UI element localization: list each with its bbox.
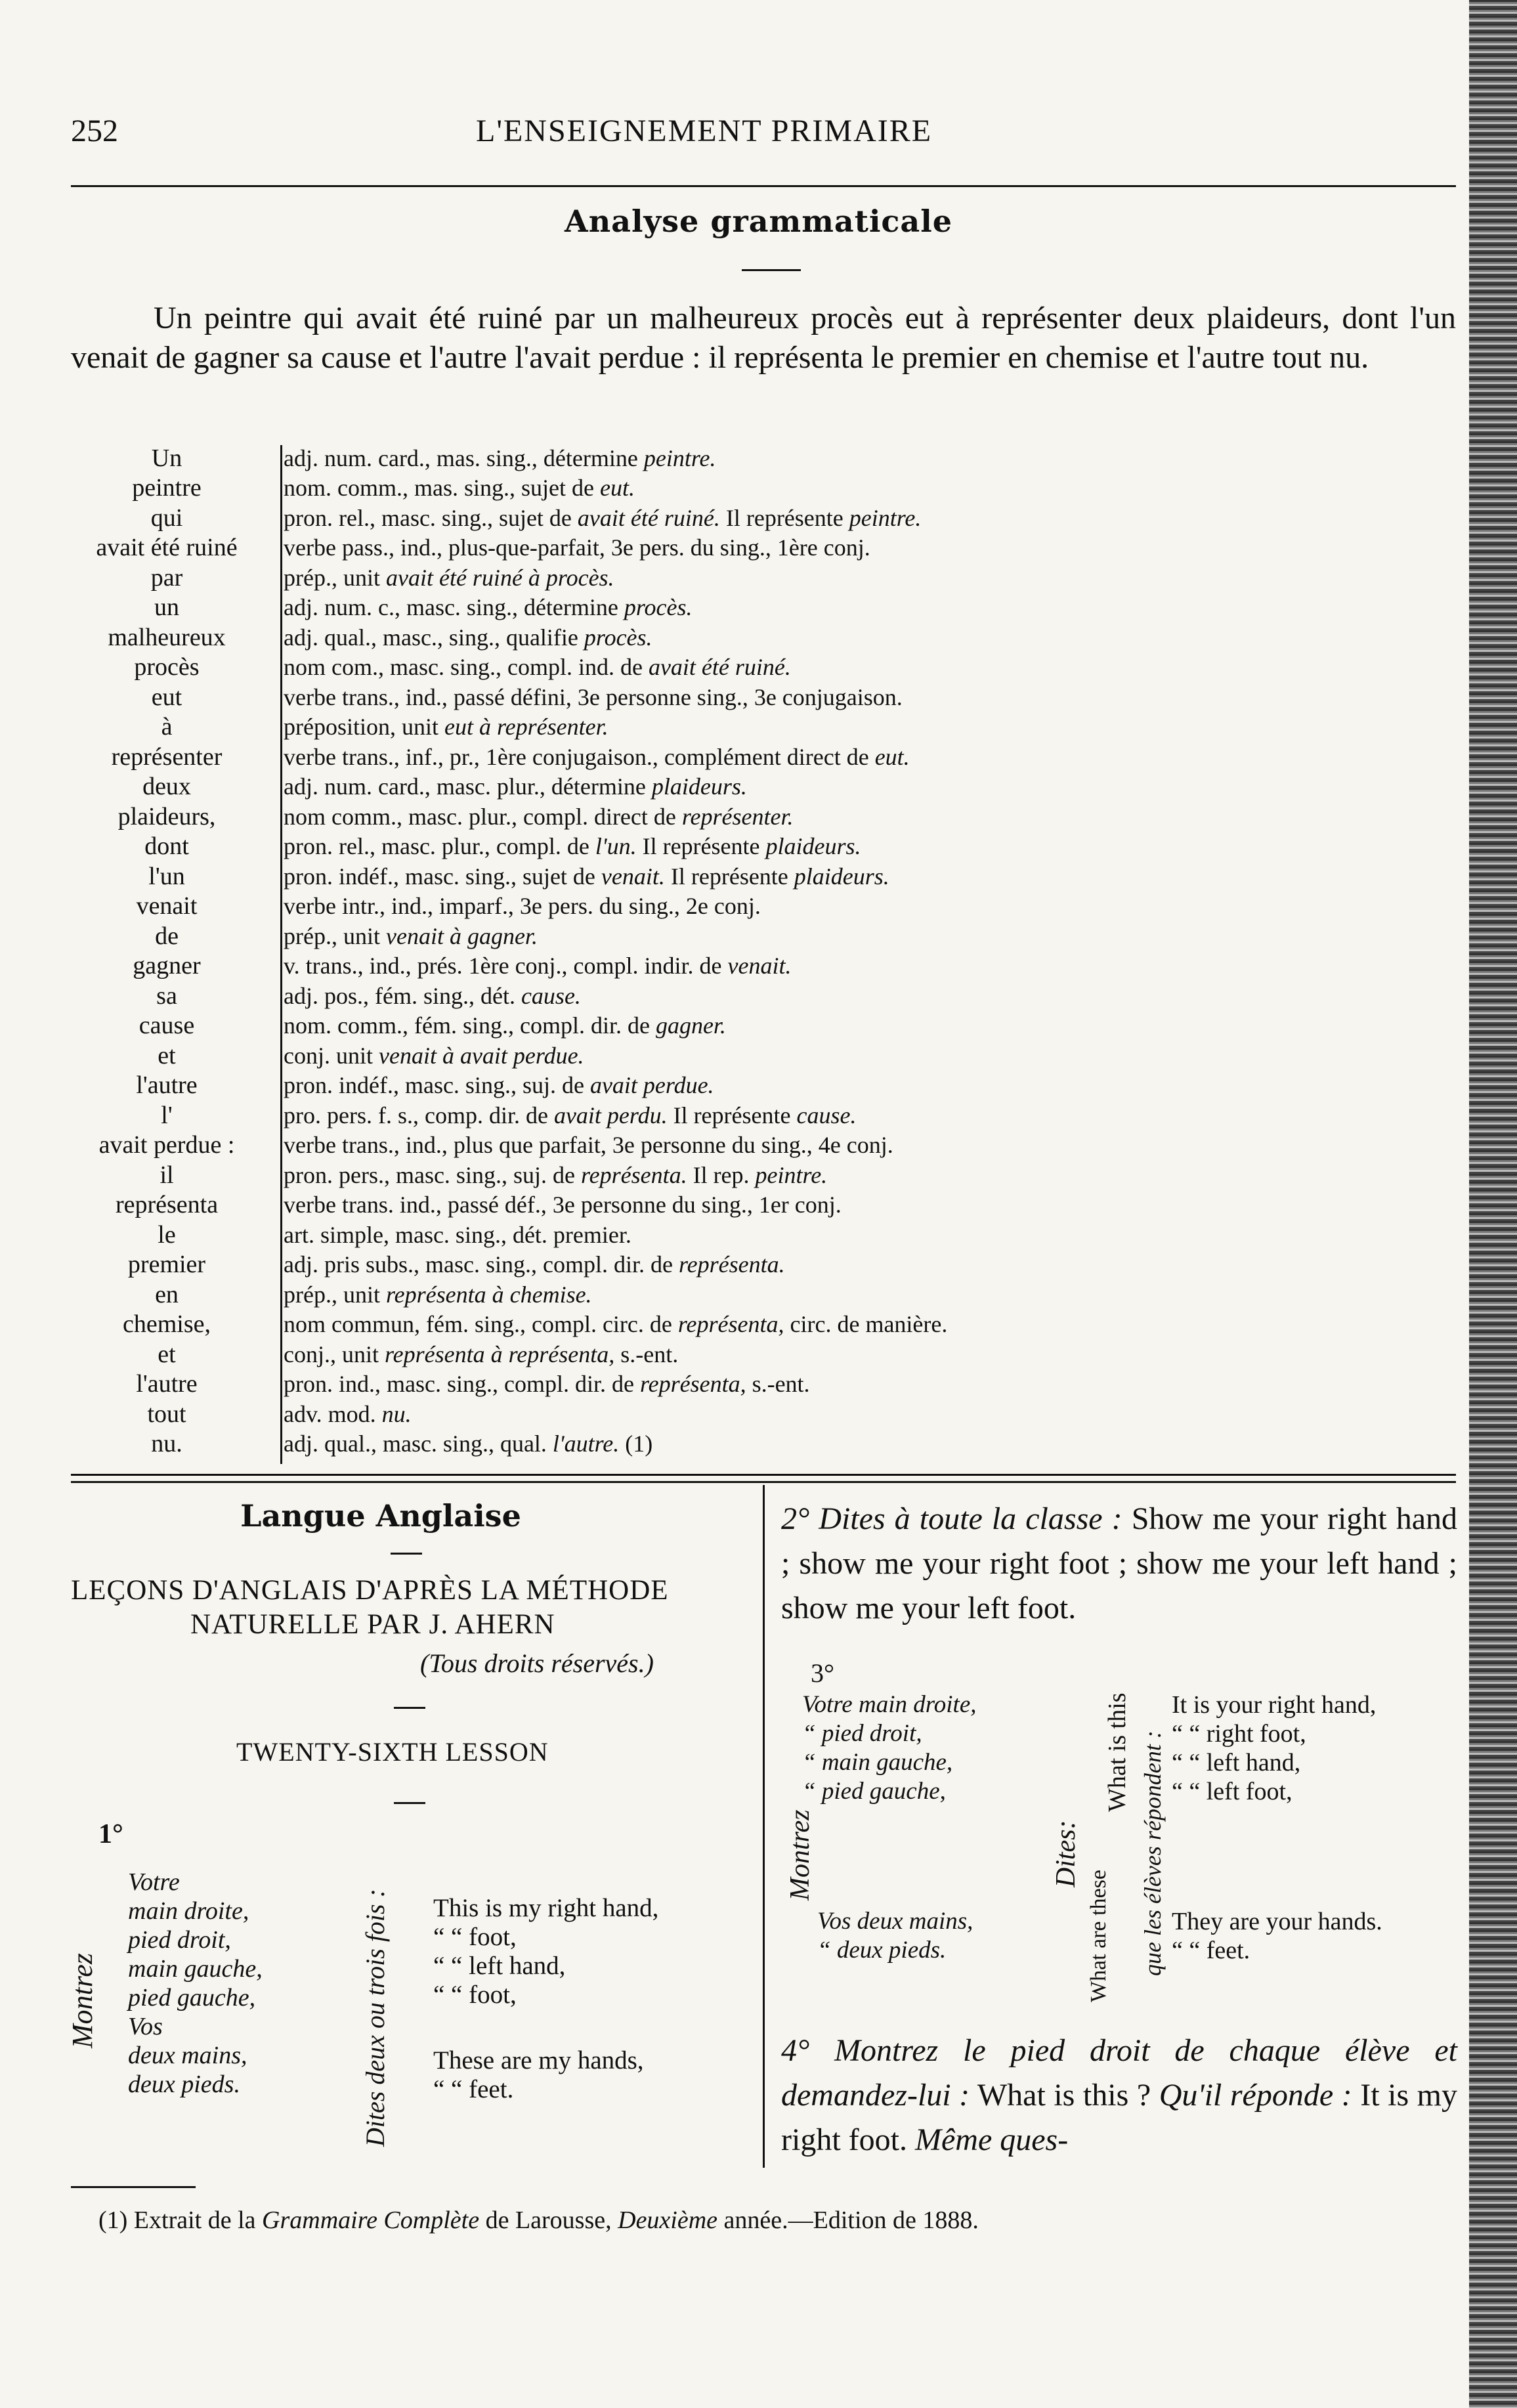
exercise-4-end: Même ques- <box>914 2122 1069 2157</box>
analysis-desc-text: préposition, unit <box>284 714 438 741</box>
exercise-3-right-list <box>1172 1690 1376 1806</box>
analysis-ref: procès. <box>618 594 693 621</box>
section-double-rule-top <box>71 1474 1456 1476</box>
exercise-4-question: What is this ? <box>977 2078 1151 2113</box>
analysis-description <box>274 1131 893 1159</box>
exercise-3-question-1: What is this <box>1103 1692 1131 1812</box>
analysis-ref: représenta. <box>574 1161 687 1188</box>
analysis-ref-2: peintre. <box>843 504 922 531</box>
analysis-word: eut <box>151 683 182 711</box>
analysis-extra: Il représente <box>667 1102 791 1129</box>
analysis-ref: cause. <box>515 982 581 1009</box>
analysis-ref: eut. <box>868 743 910 770</box>
analysis-desc-text: prép., unit <box>284 922 380 949</box>
analysis-description <box>274 982 581 1010</box>
list-line: deux pieds. <box>128 2071 240 2098</box>
analysis-description <box>274 593 693 621</box>
analysis-row <box>59 653 1438 683</box>
analysis-divider <box>280 445 282 1464</box>
analysis-word: le <box>158 1220 176 1249</box>
analysis-row <box>59 1130 1438 1161</box>
analysis-ref: venait à avait perdue. <box>372 1042 584 1069</box>
analysis-extra: Il représente <box>664 863 788 890</box>
analysis-row <box>59 533 1438 563</box>
analysis-description <box>274 863 889 890</box>
lesson-dash-bottom <box>394 1802 425 1804</box>
analysis-ref: l'un. <box>589 833 637 860</box>
analysis-desc-text: pron. pers., masc. sing., suj. de <box>284 1161 575 1188</box>
analysis-description <box>274 683 903 711</box>
analysis-desc-text: nom commun, fém. sing., compl. circ. de <box>284 1311 672 1338</box>
analysis-description <box>274 1310 947 1338</box>
list-line: “ “ left hand, <box>433 1952 566 1980</box>
analysis-ref: avait été ruiné. <box>571 504 720 531</box>
analysis-row <box>59 892 1438 922</box>
analysis-word: et <box>158 1340 176 1368</box>
list-line: Vos <box>128 2013 163 2040</box>
analysis-desc-text: prép., unit <box>284 1281 380 1308</box>
analysis-description <box>274 1370 810 1398</box>
analysis-desc-text: pron. indéf., masc. sing., sujet de <box>284 863 595 890</box>
list-line: This is my right hand, <box>433 1894 659 1922</box>
analysis-word: l'autre <box>136 1370 198 1398</box>
analysis-ref-2: plaideurs. <box>759 833 861 860</box>
footnote-text-3: année.—Edition de 1888. <box>723 2206 979 2234</box>
list-line: “ “ right foot, <box>1172 1720 1306 1748</box>
page-edge-shadow <box>1469 0 1517 2408</box>
header-rule <box>71 185 1456 187</box>
analysis-word: avait perdue : <box>98 1131 235 1159</box>
analysis-row <box>59 861 1438 892</box>
title-dash <box>742 269 801 271</box>
analysis-desc-text: adv. mod. <box>284 1400 376 1427</box>
list-line: pied droit, <box>128 1926 231 1954</box>
analysis-word: de <box>155 922 179 950</box>
analysis-description <box>274 564 614 591</box>
analysis-ref: l'autre. <box>546 1430 620 1457</box>
analysis-word: cause <box>139 1012 195 1040</box>
analysis-description <box>274 803 794 830</box>
analysis-row <box>59 981 1438 1011</box>
analysis-description <box>274 1191 842 1218</box>
analysis-row <box>59 921 1438 951</box>
analysis-extra: (1) <box>619 1430 653 1457</box>
exercise-3-number: 3° <box>811 1658 834 1688</box>
analysis-ref-2: peintre. <box>749 1161 828 1188</box>
analysis-row <box>59 563 1438 593</box>
analysis-ref: venait. <box>721 953 792 979</box>
analysis-word: à <box>161 713 173 741</box>
analysis-word: chemise, <box>122 1310 211 1339</box>
analysis-desc-text: adj. num. c., masc. sing., détermine <box>284 594 618 621</box>
analysis-word: qui <box>150 504 183 532</box>
exercise-1-right-list <box>433 1894 658 2104</box>
exercise-2-lead: 2° Dites à toute la classe : <box>781 1501 1122 1536</box>
analysis-row <box>59 622 1438 653</box>
analysis-description <box>274 922 538 950</box>
analysis-row <box>59 1041 1438 1071</box>
analysis-ref: représenta, <box>633 1371 746 1398</box>
analysis-description <box>274 713 609 741</box>
grammar-analysis-table <box>59 443 1438 1459</box>
analysis-row <box>59 1011 1438 1041</box>
analysis-extra: Il représente <box>719 504 844 531</box>
exercise-4-mid: Qu'il réponde : <box>1159 2078 1352 2113</box>
analysis-row <box>59 1220 1438 1250</box>
analysis-desc-text: nom comm., masc. plur., compl. direct de <box>284 803 676 830</box>
analysis-word: représenta <box>115 1191 219 1219</box>
analysis-desc-text: verbe trans., ind., passé défini, 3e personne sing., 3e conjugaison. <box>284 683 903 710</box>
analysis-desc-text: adj. qual., masc., sing., qualifie <box>284 624 578 651</box>
analysis-description <box>274 534 870 561</box>
analysis-description <box>274 952 791 979</box>
exercise-2-rest: Show me your right hand ; show me your right foot ; show me your left hand ; show me your left foot. <box>781 1501 1457 1625</box>
exercise-1-side-instruction: Dites deux ou trois fois : <box>360 1889 390 2147</box>
analysis-word: il <box>160 1161 174 1189</box>
exercise-4-lead: 4° Montrez le pied droit de chaque élève et demandez-lui : <box>781 2033 1457 2113</box>
list-line: These are my hands, <box>433 2046 644 2075</box>
analysis-word: tout <box>147 1400 186 1428</box>
analysis-extra: circ. de manière. <box>784 1311 948 1338</box>
analysis-row <box>59 682 1438 712</box>
list-line: deux mains, <box>128 2042 247 2069</box>
analysis-row <box>59 772 1438 802</box>
analysis-row <box>59 1310 1438 1340</box>
analysis-desc-text: conj. unit <box>284 1042 373 1069</box>
analysis-word: premier <box>127 1251 206 1279</box>
analysis-description <box>274 444 716 472</box>
analysis-description <box>274 1341 678 1368</box>
analysis-word: dont <box>144 832 189 861</box>
exercise-4-text <box>781 2029 1457 2162</box>
analysis-row <box>59 443 1438 473</box>
list-line: They are your hands. <box>1172 1908 1382 1935</box>
analysis-desc-text: verbe trans., ind., plus que parfait, 3e personne du sing., 4e conj. <box>284 1132 893 1159</box>
analysis-description <box>274 504 921 532</box>
analysis-word: et <box>158 1041 176 1069</box>
analysis-description <box>274 1071 714 1099</box>
list-line: It is your right hand, <box>1172 1691 1377 1719</box>
list-line: “ “ feet. <box>1172 1937 1250 1964</box>
exercise-2-text <box>781 1497 1457 1631</box>
list-line: Votre <box>128 1868 180 1896</box>
analysis-ref: avait été ruiné. <box>642 654 791 681</box>
analysis-desc-text: verbe pass., ind., plus-que-parfait, 3e pers. du sing., 1ère conj. <box>284 534 870 561</box>
analysis-description <box>274 624 652 651</box>
analysis-desc-text: adj. num. card., mas. sing., détermine <box>284 444 638 471</box>
analysis-desc-text: adj. pos., fém. sing., dét. <box>284 982 515 1009</box>
exercise-3-left-list-2 <box>817 1907 973 1965</box>
english-subtitle-line2: NATURELLE PAR J. AHERN <box>190 1609 555 1640</box>
analysis-row <box>59 1399 1438 1429</box>
analysis-desc-text: nom com., masc. sing., compl. ind. de <box>284 654 643 681</box>
analysis-word: nu. <box>151 1430 182 1458</box>
list-line: “ main gauche, <box>802 1749 953 1776</box>
passage-paragraph: Un peintre qui avait été ruiné par un malheureux procès eut à représenter deux plaideurs, dont l'un venait de gagner sa cause et l'autre l'avait perdue : il représenta le premier en chemise et l'autre tout nu. <box>71 301 1456 375</box>
analysis-description <box>274 474 635 502</box>
list-line: “ pied gauche, <box>802 1778 946 1805</box>
analysis-extra: s.-ent. <box>746 1371 810 1398</box>
exercise-3-students-answer: que les élèves répondent : <box>1140 1731 1166 1976</box>
exercise-3-dites: Dites: <box>1051 1820 1081 1887</box>
analysis-desc-text: adj. num. card., masc. plur., détermine <box>284 773 646 800</box>
analysis-desc-text: pron. ind., masc. sing., compl. dir. de <box>284 1371 634 1398</box>
footnote-grammar: Grammaire Complète <box>262 2206 480 2234</box>
page-number: 252 <box>71 114 118 148</box>
analysis-ref-2: cause. <box>790 1102 857 1129</box>
exercise-3-right-list-2 <box>1172 1907 1382 1965</box>
analysis-desc-text: conj., unit <box>284 1341 379 1367</box>
analysis-ref: eut. <box>593 475 635 502</box>
analysis-desc-text: adj. qual., masc. sing., qual. <box>284 1430 547 1457</box>
analysis-description <box>274 1042 584 1069</box>
analysis-row <box>59 742 1438 772</box>
english-section-title: Langue Anglaise <box>240 1498 521 1534</box>
analysis-ref: avait perdue. <box>584 1072 714 1099</box>
analysis-row <box>59 1250 1438 1280</box>
analysis-ref: gagner. <box>649 1012 726 1039</box>
analysis-extra: Il rep. <box>687 1161 750 1188</box>
analysis-row <box>59 951 1438 981</box>
analysis-description <box>274 1430 652 1457</box>
analysis-row <box>59 1339 1438 1369</box>
column-divider <box>763 1485 765 2168</box>
analysis-row <box>59 1071 1438 1101</box>
analysis-word: l' <box>161 1101 173 1129</box>
list-line: main gauche, <box>128 1955 263 1983</box>
analysis-ref: avait perdu. <box>547 1102 668 1129</box>
exercise-1-number: 1° <box>98 1819 123 1849</box>
analysis-desc-text: verbe trans., inf., pr., 1ère conjugaison., complément direct de <box>284 743 869 770</box>
list-line: “ deux pieds. <box>817 1937 947 1964</box>
analysis-desc-text: verbe intr., ind., imparf., 3e pers. du sing., 2e conj. <box>284 893 761 920</box>
analysis-word: sa <box>156 981 177 1010</box>
analysis-description <box>274 1102 856 1129</box>
analysis-word: représenter <box>111 742 223 771</box>
section-title: Analyse grammaticale <box>565 204 952 239</box>
list-line: “ “ foot, <box>433 1923 517 1951</box>
analysis-word: venait <box>136 892 198 920</box>
analysis-description <box>274 832 861 860</box>
analysis-row <box>59 1190 1438 1220</box>
analysis-ref: procès. <box>578 624 652 651</box>
analysis-ref: peintre. <box>637 444 716 471</box>
analysis-desc-text: pron. indéf., masc. sing., suj. de <box>284 1072 584 1099</box>
analysis-description <box>274 892 761 920</box>
analysis-ref: venait. <box>595 863 665 890</box>
passage-text <box>71 299 1456 377</box>
analysis-description <box>274 773 747 800</box>
analysis-ref: eut à représenter. <box>438 714 609 741</box>
analysis-ref: représenta à représenta, <box>378 1341 615 1367</box>
list-line: Votre main droite, <box>802 1691 977 1718</box>
section-double-rule-bottom <box>71 1481 1456 1483</box>
analysis-ref: venait à gagner. <box>379 922 538 949</box>
analysis-ref: représenta. <box>672 1251 785 1278</box>
eng-title-dash <box>391 1553 422 1555</box>
exercise-3-verb: Montrez <box>785 1809 815 1901</box>
list-line: main droite, <box>128 1897 249 1925</box>
exercise-4-answer: It is my right foot. <box>781 2078 1458 2157</box>
analysis-ref: plaideurs. <box>645 773 747 800</box>
lesson-dash-top <box>394 1707 425 1709</box>
analysis-row <box>59 1279 1438 1310</box>
analysis-row <box>59 1429 1438 1459</box>
analysis-description <box>274 1221 631 1249</box>
analysis-word: l'autre <box>136 1071 198 1100</box>
analysis-description <box>274 1251 785 1278</box>
analysis-desc-text: pro. pers. f. s., comp. dir. de <box>284 1102 548 1129</box>
analysis-row <box>59 593 1438 623</box>
list-line: “ “ left hand, <box>1172 1749 1301 1776</box>
lesson-title: TWENTY-SIXTH LESSON <box>236 1737 549 1767</box>
analysis-description <box>274 1400 412 1428</box>
analysis-desc-text: nom. comm., mas. sing., sujet de <box>284 475 594 502</box>
analysis-desc-text: v. trans., ind., prés. 1ère conj., compl. indir. de <box>284 953 722 979</box>
exercise-3-question-2: What are these <box>1086 1870 1111 2002</box>
analysis-word: gagner <box>133 952 201 980</box>
analysis-ref: avait été ruiné à procès. <box>379 564 614 591</box>
analysis-description <box>274 653 791 681</box>
list-line: “ “ left foot, <box>1172 1778 1293 1805</box>
analysis-word: peintre <box>132 474 202 502</box>
analysis-extra: Il représente <box>636 833 760 860</box>
analysis-row <box>59 712 1438 742</box>
analysis-desc-text: adj. pris subs., masc. sing., compl. dir. de <box>284 1251 673 1278</box>
running-title: L'ENSEIGNEMENT PRIMAIRE <box>476 114 933 148</box>
analysis-row <box>59 802 1438 832</box>
analysis-word: un <box>154 593 179 622</box>
analysis-word: malheureux <box>108 623 226 651</box>
analysis-word: l'un <box>148 862 185 890</box>
analysis-row <box>59 473 1438 504</box>
footnote-text-2: de Larousse, <box>485 2206 612 2234</box>
analysis-desc-text: pron. rel., masc. plur., compl. de <box>284 833 589 860</box>
analysis-desc-text: nom. comm., fém. sing., compl. dir. de <box>284 1012 650 1039</box>
analysis-description <box>274 1281 592 1308</box>
analysis-description <box>274 743 910 771</box>
english-subtitle-line1: LEÇONS D'ANGLAIS D'APRÈS LA MÉTHODE <box>71 1575 669 1606</box>
analysis-row <box>59 503 1438 533</box>
analysis-row <box>59 1160 1438 1190</box>
analysis-word: avait été ruiné <box>96 534 238 562</box>
analysis-description <box>274 1012 726 1039</box>
analysis-desc-text: prép., unit <box>284 564 380 591</box>
analysis-word: Un <box>151 444 182 472</box>
analysis-ref: représenta, <box>672 1311 784 1338</box>
list-line: Vos deux mains, <box>817 1908 973 1935</box>
exercise-3-left-list <box>802 1690 977 1806</box>
analysis-word: procès <box>134 653 200 681</box>
analysis-desc-text: art. simple, masc. sing., dét. premier. <box>284 1221 631 1248</box>
analysis-ref: représenter. <box>675 803 794 830</box>
analysis-ref-2: plaideurs. <box>788 863 889 890</box>
list-line: pied gauche, <box>128 1984 256 2011</box>
footnote-rule <box>71 2186 196 2188</box>
exercise-1-verb: Montrez <box>66 1952 98 2048</box>
exercise-1-left-list <box>128 1868 263 2099</box>
analysis-word: plaideurs, <box>118 802 216 830</box>
footnote <box>98 2206 979 2235</box>
analysis-word: deux <box>142 773 191 801</box>
analysis-extra: s.-ent. <box>614 1341 679 1367</box>
analysis-row <box>59 832 1438 862</box>
analysis-description <box>274 1161 827 1189</box>
list-line: “ “ foot, <box>433 1981 517 2009</box>
list-line: “ pied droit, <box>802 1720 922 1747</box>
analysis-desc-text: verbe trans. ind., passé déf., 3e personne du sing., 1er conj. <box>284 1192 842 1218</box>
analysis-ref: nu. <box>375 1400 412 1427</box>
rights-reserved: (Tous droits réservés.) <box>420 1648 654 1678</box>
analysis-row <box>59 1369 1438 1400</box>
footnote-text-1: (1) Extrait de la <box>98 2206 256 2234</box>
analysis-word: par <box>150 563 183 591</box>
analysis-row <box>59 1100 1438 1130</box>
footnote-year: Deuxième <box>618 2206 718 2234</box>
analysis-word: en <box>155 1280 179 1308</box>
list-line: “ “ feet. <box>433 2075 514 2103</box>
analysis-ref: représenta à chemise. <box>379 1281 592 1308</box>
analysis-desc-text: pron. rel., masc. sing., sujet de <box>284 504 572 531</box>
